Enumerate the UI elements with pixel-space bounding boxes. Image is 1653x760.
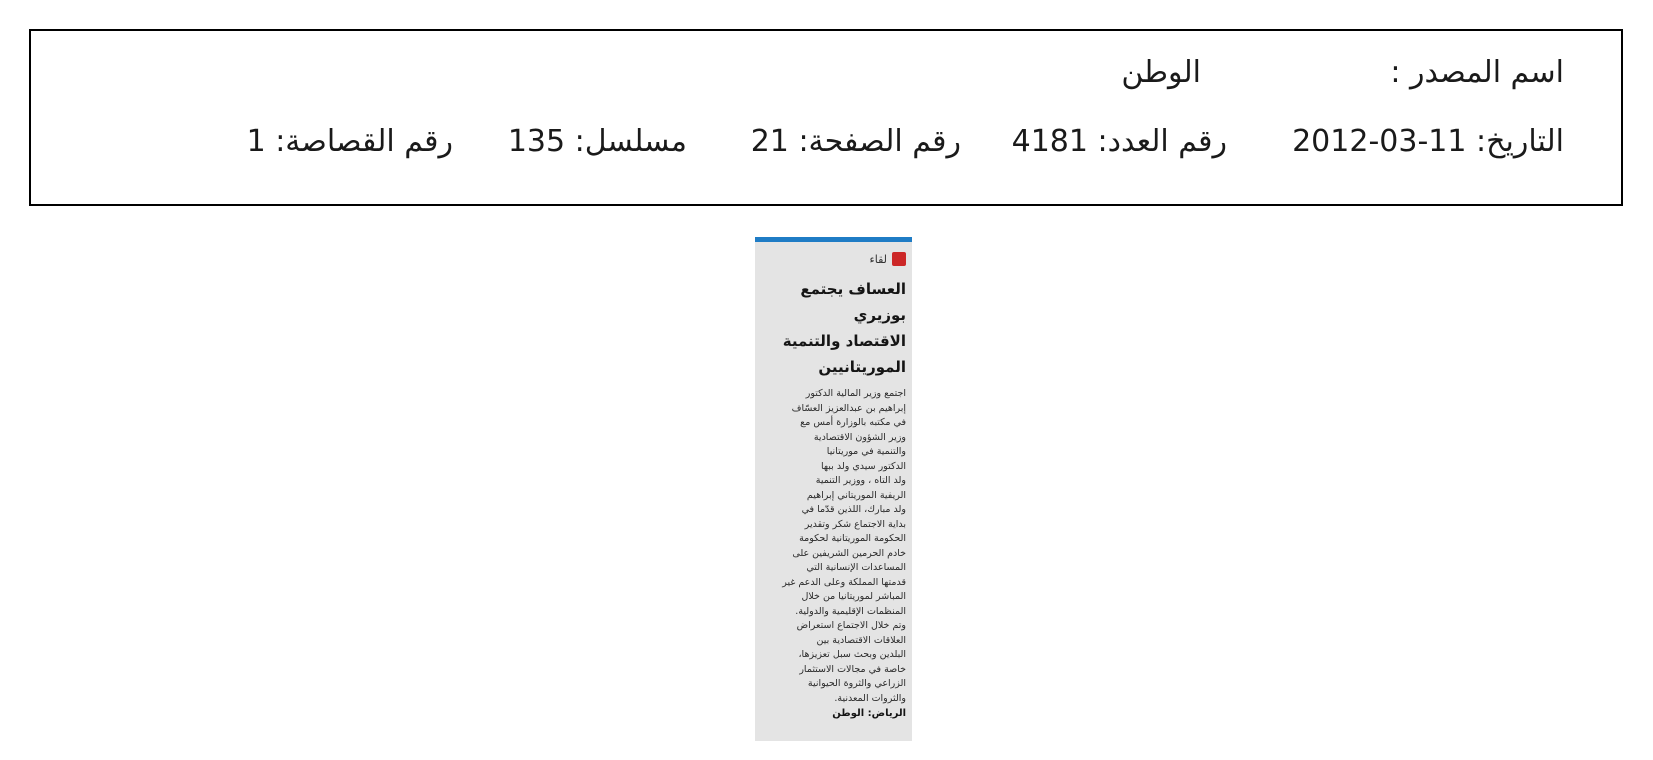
article-headline: العساف يجتمع بوزيري الاقتصاد والتنمية الموريتانيين [782, 280, 906, 376]
article-byline: الرياض: الوطن [832, 708, 906, 719]
section-label: لقاء [869, 252, 887, 266]
issue-number-field: رقم العدد: 4181 [1011, 124, 1227, 159]
section-marker-icon [892, 252, 906, 266]
page-number-field: رقم الصفحة: 21 [750, 124, 961, 159]
source-value: الوطن [1121, 55, 1201, 90]
date-field: التاريخ: 11-03-2012 [1292, 124, 1564, 159]
metadata-header [29, 29, 1623, 206]
serial-field: مسلسل: 135 [507, 124, 687, 159]
newspaper-clipping [755, 237, 912, 741]
article-body: اجتمع وزير المالية الدكتور إبراهيم بن عبدالعزيز العسّاف في مكتبه بالوزارة أمس مع وزير الشؤون الاقتصادية والتنمية في موريتانيا الدكتور سيدي ولد ببها ولد التاه ، ووزير التنمية الريفية الموريتاني إبراهيم ولد مبارك، اللذين قدّما في بداية الاجتماع شكر وتقدير الحكومة الموريتانية لحكومة خادم الحرمين الشريفين على المساعدات الإنسانية التي قدمتها المملكة وعلى الدعم غير المباشر لموريتانيا من خلال المنظمات الإقليمية والدولية. وتم خلال الاجتماع استعراض العلاقات الاقتصادية بين البلدين وبحث سبل تعزيزها، خاصة في مجالات الاستثمار الزراعي والثروة الحيوانية والثروات المعدنية. [782, 388, 906, 704]
section-header [760, 248, 906, 270]
source-label: اسم المصدر : [1390, 55, 1564, 90]
clipping-number-field: رقم القصاصة: 1 [246, 124, 453, 159]
